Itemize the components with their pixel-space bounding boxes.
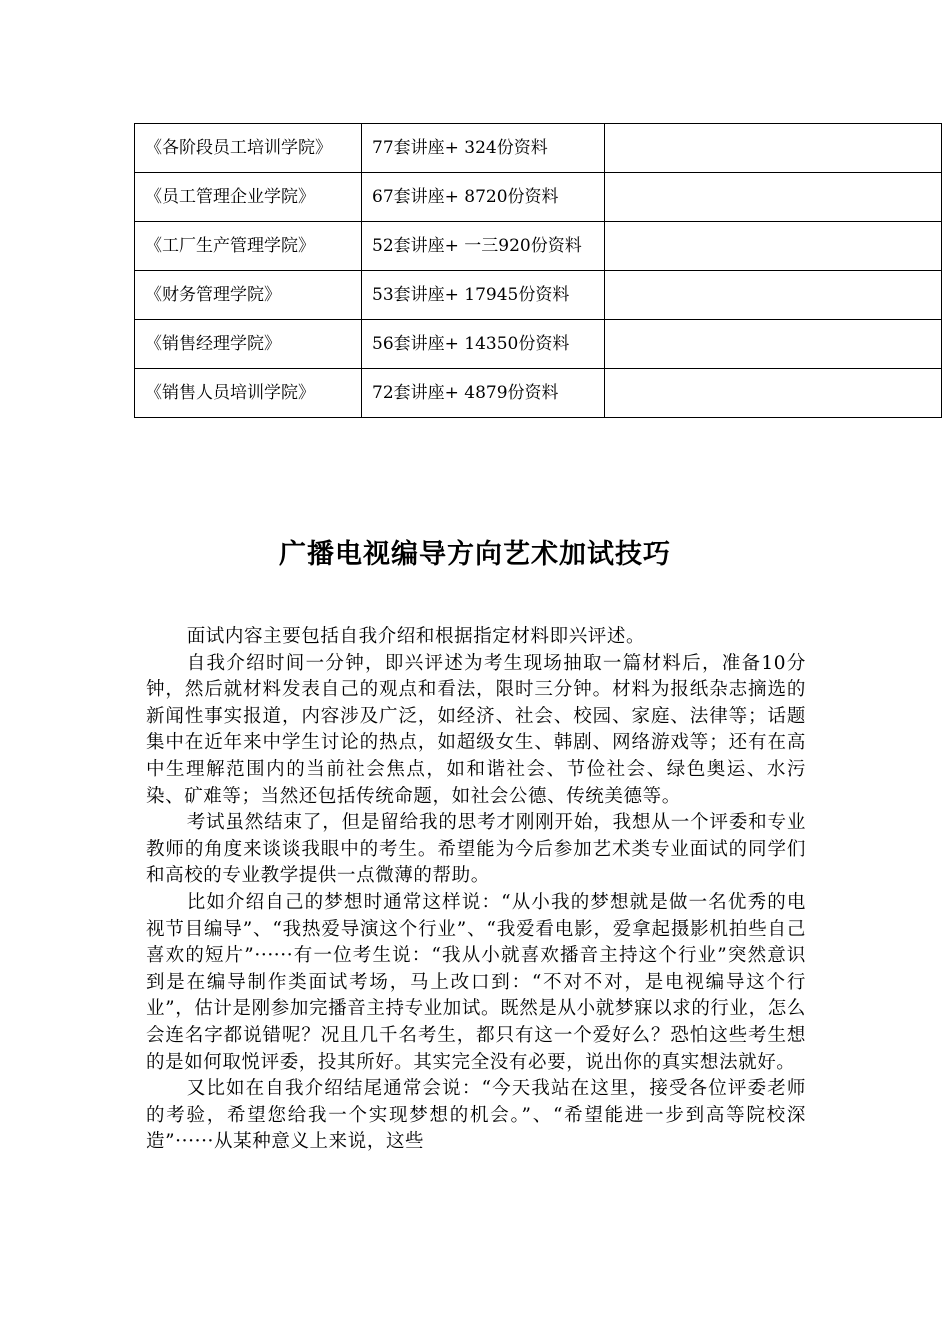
course-name-cell: 《工厂生产管理学院》 [135,222,362,271]
course-count-cell: 77套讲座+ 324份资料 [362,124,605,173]
course-note-cell [605,173,942,222]
course-note-cell [605,271,942,320]
course-note-cell [605,124,942,173]
course-name-cell: 《员工管理企业学院》 [135,173,362,222]
paragraph: 面试内容主要包括自我介绍和根据指定材料即兴评述。 [186,626,646,647]
course-count-cell: 53套讲座+ 17945份资料 [362,271,605,320]
course-note-cell [605,320,942,369]
course-note-cell [605,222,942,271]
table-row [135,320,942,369]
paragraph: 考试虽然结束了，但是留给我的思考才刚刚开始，我想从一个评委和专业教师的角度来谈谈我眼中的考生。希望能为今后参加艺术类专业面试的同学们和高校的专业教学提供一点微薄的帮助。 [146,812,806,887]
paragraph: 又比如在自我介绍结尾通常会说：“今天我站在这里，接受各位评委老师的考验，希望您给我一个实现梦想的机会。”、“希望能进一步到高等院校深造”······从某种意义上来说，这些 [146,1078,806,1153]
course-name-cell: 《销售经理学院》 [135,320,362,369]
article-body [146,624,806,1156]
article-title: 广播电视编导方向艺术加试技巧 [279,539,671,570]
course-name-cell: 《各阶段员工培训学院》 [135,124,362,173]
course-count-cell: 67套讲座+ 8720份资料 [362,173,605,222]
course-count-cell: 52套讲座+ 一三920份资料 [362,222,605,271]
course-table [134,123,942,418]
course-name-cell: 《财务管理学院》 [135,271,362,320]
course-name-cell: 《销售人员培训学院》 [135,369,362,418]
table-row [135,124,942,173]
table-row [135,173,942,222]
paragraph: 自我介绍时间一分钟，即兴评述为考生现场抽取一篇材料后，准备10分钟，然后就材料发表自己的观点和看法，限时三分钟。材料为报纸杂志摘选的新闻性事实报道，内容涉及广泛，如经济、社会、校园、家庭、法律等；话题集中在近年来中学生讨论的热点，如超级女生、韩剧、网络游戏等；还有在高中生理解范围内的当前社会焦点，如和谐社会、节俭社会、绿色奥运、水污染、矿难等；当然还包括传统命题，如社会公德、传统美德等。 [146,652,806,807]
paragraph: 比如介绍自己的梦想时通常这样说：“从小我的梦想就是做一名优秀的电视节目编导”、“我热爱导演这个行业”、“我爱看电影，爱拿起摄影机拍些自己喜欢的短片”······有一位考生说：“我从小就喜欢播音主持这个行业”突然意识到是在编导制作类面试考场，马上改口到：“不对不对，是电视编导这个行业”，估计是刚参加完播音主持专业加试。既然是从小就梦寐以求的行业，怎么会连名字都说错呢？况且几千名考生，都只有这一个爱好么？恐怕这些考生想的是如何取悦评委，投其所好。其实完全没有必要，说出你的真实想法就好。 [146,891,806,1073]
course-count-cell: 56套讲座+ 14350份资料 [362,320,605,369]
course-note-cell [605,369,942,418]
course-count-cell: 72套讲座+ 4879份资料 [362,369,605,418]
table-row [135,271,942,320]
table-row [135,369,942,418]
table-row [135,222,942,271]
